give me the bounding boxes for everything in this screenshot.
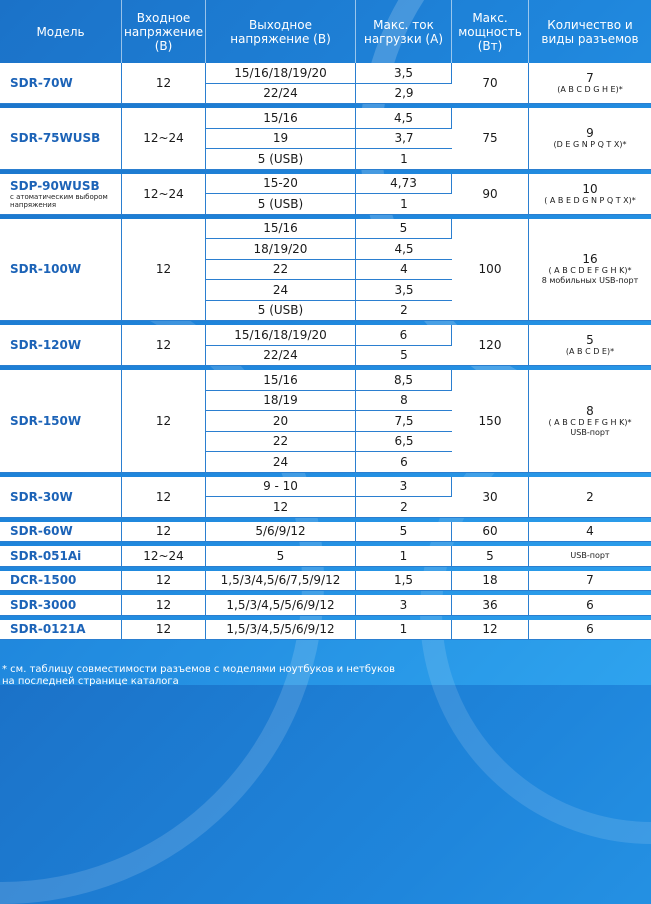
model-name: SDR-60W: [10, 524, 73, 539]
connector-extra: USB-порт: [570, 427, 610, 437]
model-name: SDR-120W: [10, 338, 82, 352]
connector-count: 10: [582, 181, 598, 196]
header-output-voltage: Выходное напряжение (В): [206, 0, 356, 63]
max-current-cell: 1: [356, 194, 452, 215]
max-power-cell: 18: [452, 571, 529, 592]
input-voltage-cell: 12: [122, 477, 206, 518]
max-current-cell: 2: [356, 301, 452, 322]
model-cell: [0, 477, 122, 518]
connector-extra: 8 мобильных USB-порт: [541, 276, 639, 286]
max-current-cell: 1,5: [356, 571, 452, 592]
connector-count: 6: [586, 622, 594, 637]
connectors-cell: [529, 174, 651, 215]
output-voltage-cell: 18/19: [206, 391, 356, 412]
connector-count: 6: [586, 597, 594, 612]
model-cell: [0, 108, 122, 170]
output-voltage-cell: 5/6/9/12: [206, 522, 356, 543]
connector-count: 8: [586, 403, 594, 418]
connector-count: 7: [586, 573, 594, 588]
connector-count: 2: [586, 489, 594, 504]
model-name: SDP-90WUSB: [10, 178, 100, 193]
max-current-cell: 6: [356, 452, 452, 473]
table-row: [0, 63, 651, 84]
max-current-cell: 3,7: [356, 129, 452, 150]
connector-count: 4: [586, 524, 594, 539]
output-voltage-cell: 5 (USB): [206, 301, 356, 322]
table-row: [0, 620, 651, 641]
input-voltage-cell: 12~24: [122, 108, 206, 170]
connector-types: ( A B C D E F G H K)*: [548, 417, 632, 427]
model-cell: [0, 219, 122, 322]
connector-count: 5: [586, 333, 594, 347]
connectors-cell: [529, 370, 651, 473]
table-row: [0, 174, 651, 195]
output-voltage-cell: 22/24: [206, 346, 356, 367]
output-voltage-cell: 22: [206, 260, 356, 281]
connector-types: (D E G N P Q T X)*: [553, 140, 627, 150]
max-current-cell: 8: [356, 391, 452, 412]
connectors-cell: [529, 325, 651, 366]
connectors-cell: [529, 620, 651, 641]
max-current-cell: 3,5: [356, 63, 452, 84]
model-cell: [0, 595, 122, 616]
output-voltage-cell: 15-20: [206, 174, 356, 195]
max-current-cell: 4,73: [356, 174, 452, 195]
connector-count: 16: [582, 252, 598, 267]
max-current-cell: 2,9: [356, 84, 452, 105]
table-row: [0, 219, 651, 240]
connectors-cell: [529, 595, 651, 616]
table-body: [0, 63, 651, 640]
max-power-cell: 100: [452, 219, 529, 322]
output-voltage-cell: 1,5/3/4,5/5/6/9/12: [206, 595, 356, 616]
max-current-cell: 4,5: [356, 108, 452, 129]
table-row: [0, 370, 651, 391]
header-max-power: Макс. мощность (Вт): [452, 0, 529, 63]
connectors-cell: [529, 546, 651, 567]
max-power-cell: 60: [452, 522, 529, 543]
model-cell: [0, 370, 122, 473]
output-voltage-cell: 19: [206, 129, 356, 150]
connector-count: 9: [586, 126, 594, 141]
max-power-cell: 120: [452, 325, 529, 366]
max-current-cell: 3: [356, 477, 452, 498]
model-name: SDR-0121A: [10, 622, 86, 637]
input-voltage-cell: 12: [122, 325, 206, 366]
max-current-cell: 1: [356, 620, 452, 641]
max-current-cell: 1: [356, 149, 452, 170]
output-voltage-cell: 5 (USB): [206, 194, 356, 215]
model-cell: [0, 174, 122, 215]
table-row: [0, 108, 651, 129]
output-voltage-cell: 15/16: [206, 219, 356, 240]
input-voltage-cell: 12~24: [122, 546, 206, 567]
table-row: [0, 325, 651, 346]
max-current-cell: 1: [356, 546, 452, 567]
model-cell: [0, 620, 122, 641]
model-cell: [0, 546, 122, 567]
table-row: [0, 522, 651, 543]
output-voltage-cell: 9 - 10: [206, 477, 356, 498]
output-voltage-cell: 20: [206, 411, 356, 432]
footnote-line-2: на последней странице каталога: [2, 676, 179, 687]
input-voltage-cell: 12: [122, 219, 206, 322]
output-voltage-cell: 22: [206, 432, 356, 453]
output-voltage-cell: 12: [206, 497, 356, 518]
table-row: [0, 571, 651, 592]
model-cell: [0, 63, 122, 104]
model-subtitle: с атоматическим выбором напряжения: [10, 192, 108, 209]
input-voltage-cell: 12~24: [122, 174, 206, 215]
table-header-row: [0, 0, 651, 63]
connector-types: (A B C D G H E)*: [557, 85, 623, 94]
output-voltage-cell: 18/19/20: [206, 239, 356, 260]
output-voltage-cell: 22/24: [206, 84, 356, 105]
model-name: SDR-70W: [10, 76, 73, 90]
model-name: SDR-75WUSB: [10, 131, 101, 146]
max-power-cell: 5: [452, 546, 529, 567]
input-voltage-cell: 12: [122, 522, 206, 543]
max-current-cell: 3: [356, 595, 452, 616]
max-current-cell: 4,5: [356, 239, 452, 260]
max-current-cell: 6,5: [356, 432, 452, 453]
output-voltage-cell: 15/16/18/19/20: [206, 63, 356, 84]
model-name: SDR-30W: [10, 489, 73, 504]
table-row: [0, 595, 651, 616]
connector-count: 7: [586, 71, 594, 85]
model-cell: [0, 325, 122, 366]
output-voltage-cell: 5: [206, 546, 356, 567]
output-voltage-cell: 1,5/3/4,5/6/7,5/9/12: [206, 571, 356, 592]
model-name: SDR-100W: [10, 262, 82, 277]
header-max-current: Макс. ток нагрузки (А): [356, 0, 452, 63]
model-name: SDR-3000: [10, 597, 77, 612]
max-current-cell: 3,5: [356, 280, 452, 301]
connectors-cell: [529, 571, 651, 592]
max-power-cell: 75: [452, 108, 529, 170]
output-voltage-cell: 15/16: [206, 108, 356, 129]
model-cell: [0, 522, 122, 543]
max-power-cell: 30: [452, 477, 529, 518]
connectors-cell: [529, 108, 651, 170]
model-name: SDR-051Ai: [10, 548, 82, 563]
header-connectors: Количество и виды разъемов: [541, 17, 639, 46]
header-model: Модель: [0, 0, 122, 63]
connectors-cell: [529, 219, 651, 322]
max-current-cell: 2: [356, 497, 452, 518]
max-current-cell: 7,5: [356, 411, 452, 432]
input-voltage-cell: 12: [122, 63, 206, 104]
input-voltage-cell: 12: [122, 571, 206, 592]
table-row: [0, 546, 651, 567]
max-power-cell: 70: [452, 63, 529, 104]
table-row: [0, 477, 651, 498]
max-current-cell: 5: [356, 346, 452, 367]
max-current-cell: 4: [356, 260, 452, 281]
footnote: [0, 664, 651, 688]
connector-types: ( A B C D E F G H K)*: [548, 266, 632, 276]
max-power-cell: 12: [452, 620, 529, 641]
connector-types: (A B C D E)*: [565, 347, 615, 356]
output-voltage-cell: 1,5/3/4,5/5/6/9/12: [206, 620, 356, 641]
output-voltage-cell: 24: [206, 452, 356, 473]
connectors-cell: [529, 477, 651, 518]
header-input-voltage: Входное напряжение (В): [122, 0, 206, 63]
output-voltage-cell: 15/16/18/19/20: [206, 325, 356, 346]
input-voltage-cell: 12: [122, 620, 206, 641]
output-voltage-cell: 24: [206, 280, 356, 301]
connector-extra: USB-порт: [570, 550, 610, 560]
max-current-cell: 8,5: [356, 370, 452, 391]
connector-types: ( A B E D G N P Q T X)*: [544, 195, 636, 205]
output-voltage-cell: 5 (USB): [206, 149, 356, 170]
input-voltage-cell: 12: [122, 595, 206, 616]
connectors-cell: [529, 522, 651, 543]
max-power-cell: 150: [452, 370, 529, 473]
connectors-cell: [529, 63, 651, 104]
max-current-cell: 6: [356, 325, 452, 346]
input-voltage-cell: 12: [122, 370, 206, 473]
max-power-cell: 90: [452, 174, 529, 215]
max-current-cell: 5: [356, 219, 452, 240]
footnote-line-1: * см. таблицу совместимости разъемов с моделями ноутбуков и нетбуков: [2, 664, 396, 675]
output-voltage-cell: 15/16: [206, 370, 356, 391]
model-name: SDR-150W: [10, 413, 82, 428]
model-cell: [0, 571, 122, 592]
model-name: DCR-1500: [10, 573, 77, 588]
max-power-cell: 36: [452, 595, 529, 616]
max-current-cell: 5: [356, 522, 452, 543]
